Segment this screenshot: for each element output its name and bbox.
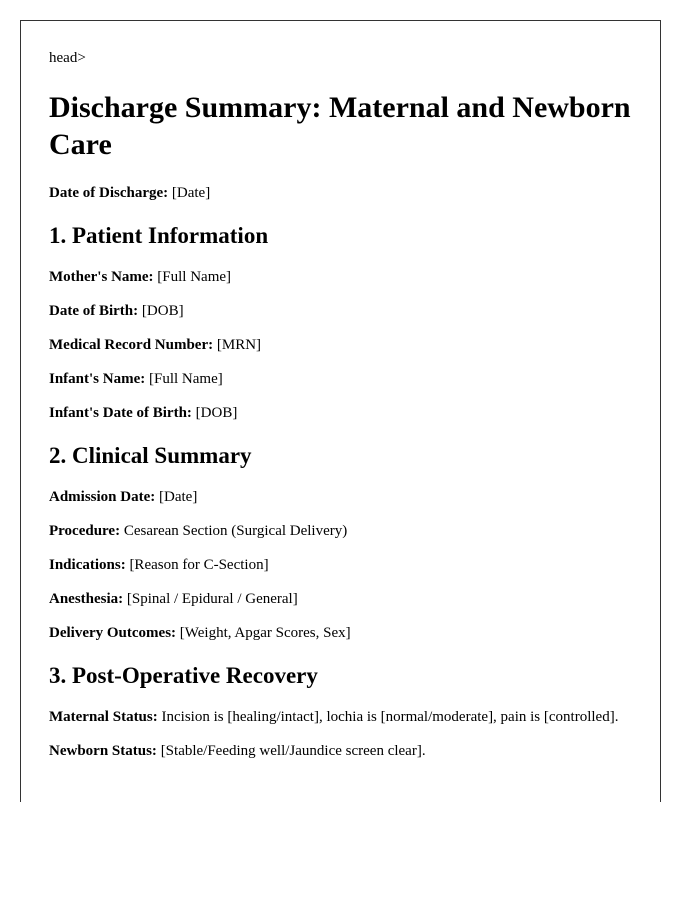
discharge-date [49,184,632,202]
field-label: Maternal Status: [49,709,158,725]
field-row [49,624,632,642]
field-value: [DOB] [138,303,184,319]
page-title: Discharge Summary: Maternal and Newborn Care [49,91,631,161]
field-row [49,590,632,608]
field-label: Medical Record Number: [49,337,214,353]
section-heading: 3. Post-Operative Recovery [49,663,318,688]
field-label: Admission Date: [49,489,156,505]
field-value: [Date] [155,489,198,505]
field-label: Mother's Name: [49,269,154,285]
field-label: Newborn Status: [49,743,157,759]
field-label: Anesthesia: [49,591,124,607]
field-value: [Weight, Apgar Scores, Sex] [176,625,351,641]
field-value: [Reason for C-Section] [125,557,269,573]
field-value: [Spinal / Epidural / General] [123,591,298,607]
field-row [49,522,632,540]
field-label: Delivery Outcomes: [49,625,177,641]
field-row [49,708,632,726]
field-row [49,302,632,320]
field-value: [Full Name] [145,371,223,387]
field-value: Incision is [healing/intact], lochia is [normal/moderate], pain is [controlled]. [157,709,619,725]
field-row [49,404,632,422]
field-label: Date of Birth: [49,303,139,319]
field-label: Procedure: [49,523,121,539]
field-label: Infant's Name: [49,371,146,387]
field-value: [DOB] [191,405,238,421]
field-value: [Date] [168,185,211,201]
field-row [49,742,632,760]
field-value: [MRN] [213,337,262,353]
sections [49,222,632,760]
field-row [49,336,632,354]
stray-text: head> [49,50,86,66]
section-heading: 1. Patient Information [49,223,269,248]
field-value: [Full Name] [153,269,232,285]
field-row [49,488,632,506]
field-value: [Stable/Feeding well/Jaundice screen clear]. [156,743,426,759]
document-page [20,20,661,802]
field-label: Infant's Date of Birth: [49,405,192,421]
field-row [49,268,632,286]
section-heading: 2. Clinical Summary [49,443,252,468]
field-label: Indications: [49,557,126,573]
field-value: Cesarean Section (Surgical Delivery) [120,523,348,539]
field-row [49,370,632,388]
field-row [49,556,632,574]
field-label: Date of Discharge: [49,185,169,201]
